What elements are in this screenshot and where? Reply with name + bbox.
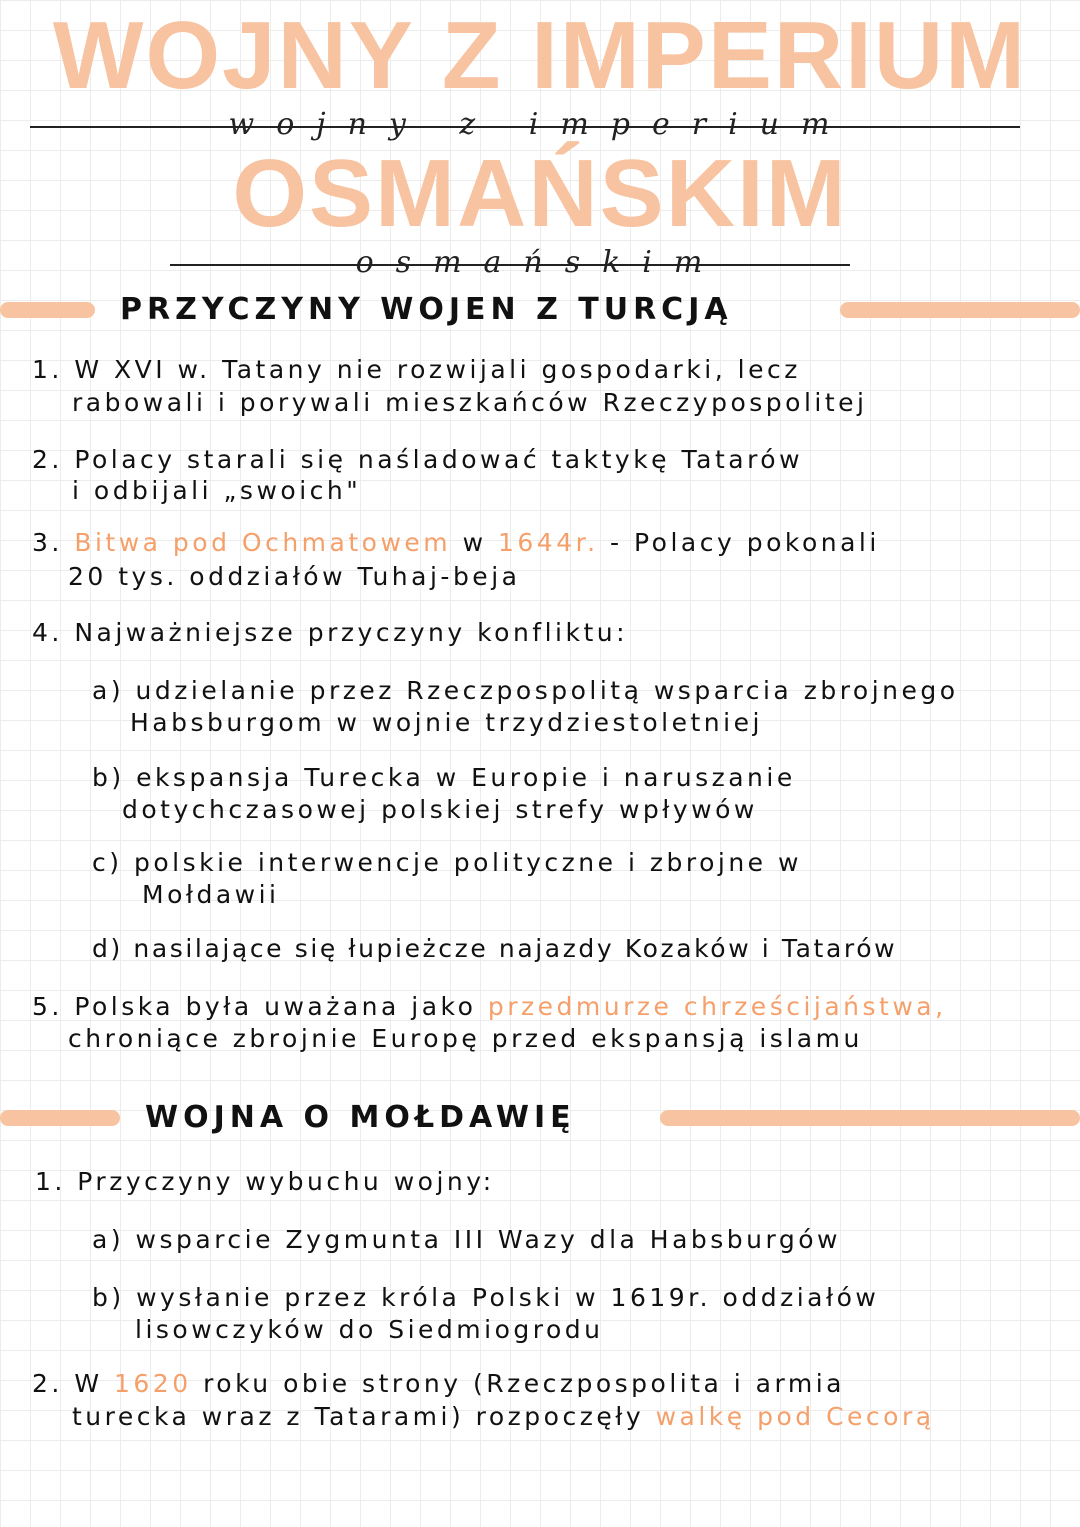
heading-bar: [0, 302, 95, 318]
list-item: 2. Polacy starali się naśladować taktykę Tatarów: [32, 445, 804, 474]
list-item: 5. Polska była uważana jako przedmurze chrześcijaństwa,: [32, 992, 947, 1021]
list-item: 2. W 1620 roku obie strony (Rzeczpospolita i armia: [32, 1369, 845, 1398]
heading-bar: [840, 302, 1080, 318]
list-item-cont: rabowali i porywali mieszkańców Rzeczypospolitej: [72, 388, 868, 417]
section-heading: PRZYCZYNY WOJEN Z TURCJĄ: [120, 292, 733, 327]
sub-item: b) wysłanie przez króla Polski w 1619r. oddziałów: [92, 1283, 880, 1312]
title-script-1: wojny z imperium: [228, 107, 852, 142]
list-item: 1. Przyczyny wybuchu wojny:: [35, 1167, 495, 1196]
title-line-2: OSMAŃSKIM: [232, 140, 848, 247]
sub-item-cont: dotychczasowej polskiej strefy wpływów: [122, 795, 758, 824]
sub-item: a) udzielanie przez Rzeczpospolitą wsparcia zbrojnego: [92, 676, 959, 705]
sub-item-cont: lisowczyków do Siedmiogrodu: [135, 1315, 604, 1344]
sub-item: a) wsparcie Zygmunta III Wazy dla Habsburgów: [92, 1225, 841, 1254]
list-item-cont: turecka wraz z Tatarami) rozpoczęły walkę pod Cecorą: [72, 1402, 935, 1431]
list-item: 4. Najważniejsze przyczyny konfliktu:: [32, 618, 629, 647]
title-script-2: osmańskim: [355, 245, 725, 280]
heading-bar: [0, 1110, 120, 1126]
sub-item: c) polskie interwencje polityczne i zbrojne w: [92, 848, 802, 877]
sub-item: b) ekspansja Turecka w Europie i naruszanie: [92, 763, 796, 792]
sub-item: d) nasilające się łupieżcze najazdy Kozaków i Tatarów: [92, 934, 898, 963]
list-item-cont: chroniące zbrojnie Europę przed ekspansją islamu: [68, 1024, 863, 1053]
list-item-cont: 20 tys. oddziałów Tuhaj-beja: [68, 562, 521, 591]
sub-item-cont: Mołdawii: [142, 880, 280, 909]
heading-bar: [660, 1110, 1080, 1126]
list-item: 3. Bitwa pod Ochmatowem w 1644r. - Polacy pokonali: [32, 528, 880, 557]
section-heading: WOJNA O MOŁDAWIĘ: [145, 1100, 576, 1135]
list-item-cont: i odbijali „swoich": [72, 476, 362, 505]
list-item: 1. W XVI w. Tatany nie rozwijali gospodarki, lecz: [32, 355, 801, 384]
title-line-1: WOJNY Z IMPERIUM: [52, 2, 1028, 109]
sub-item-cont: Habsburgom w wojnie trzydziestoletniej: [130, 708, 763, 737]
